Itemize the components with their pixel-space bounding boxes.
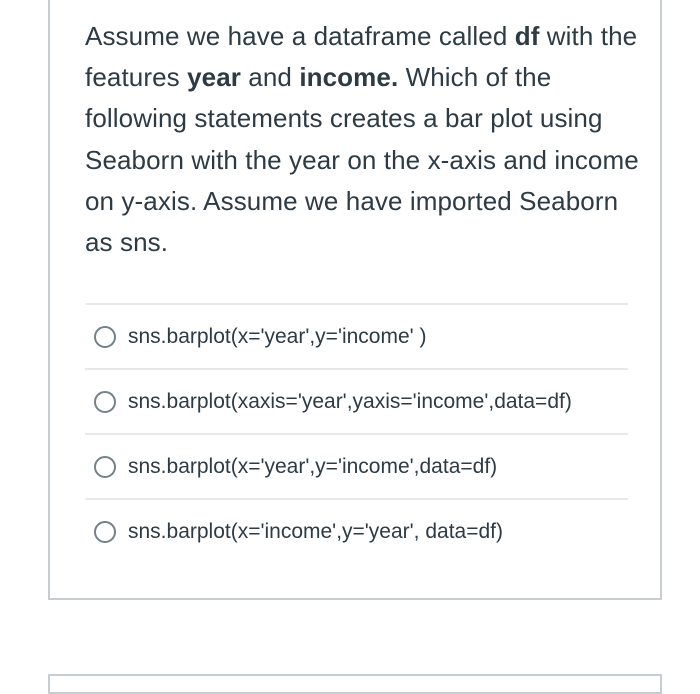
answer-option-3[interactable]	[85, 433, 628, 498]
radio-button-icon[interactable]	[94, 391, 116, 413]
question-keyword-income: income.	[299, 62, 399, 93]
answer-option-2[interactable]	[85, 368, 628, 433]
question-text-part: Assume we have a dataframe called	[85, 21, 515, 51]
question-card	[48, 0, 662, 600]
answer-option-1[interactable]	[85, 303, 628, 368]
radio-button-icon[interactable]	[94, 456, 116, 478]
radio-button-icon[interactable]	[94, 521, 116, 543]
next-question-card	[48, 674, 662, 694]
question-text-part: Which of the following statements creates a bar plot using Seaborn with the year on the x-axis and income on y-axis. Assume we have imported Seaborn as sns.	[85, 62, 639, 258]
question-text-part: with the features	[85, 21, 638, 93]
question-keyword-year: year	[187, 62, 241, 93]
answer-option-4[interactable]	[85, 498, 628, 563]
question-text	[85, 16, 645, 263]
answer-label[interactable]: sns.barplot(xaxis='year',yaxis='income',data=df)	[128, 389, 572, 413]
radio-button-icon[interactable]	[94, 326, 116, 348]
answer-label[interactable]: sns.barplot(x='year',y='income',data=df)	[128, 454, 498, 478]
question-text-part: and	[240, 62, 300, 93]
answer-label[interactable]: sns.barplot(x='year',y='income' )	[128, 324, 427, 348]
question-keyword-df: df	[514, 21, 540, 51]
answer-label[interactable]: sns.barplot(x='income',y='year', data=df)	[128, 519, 503, 543]
answer-list	[85, 303, 628, 563]
